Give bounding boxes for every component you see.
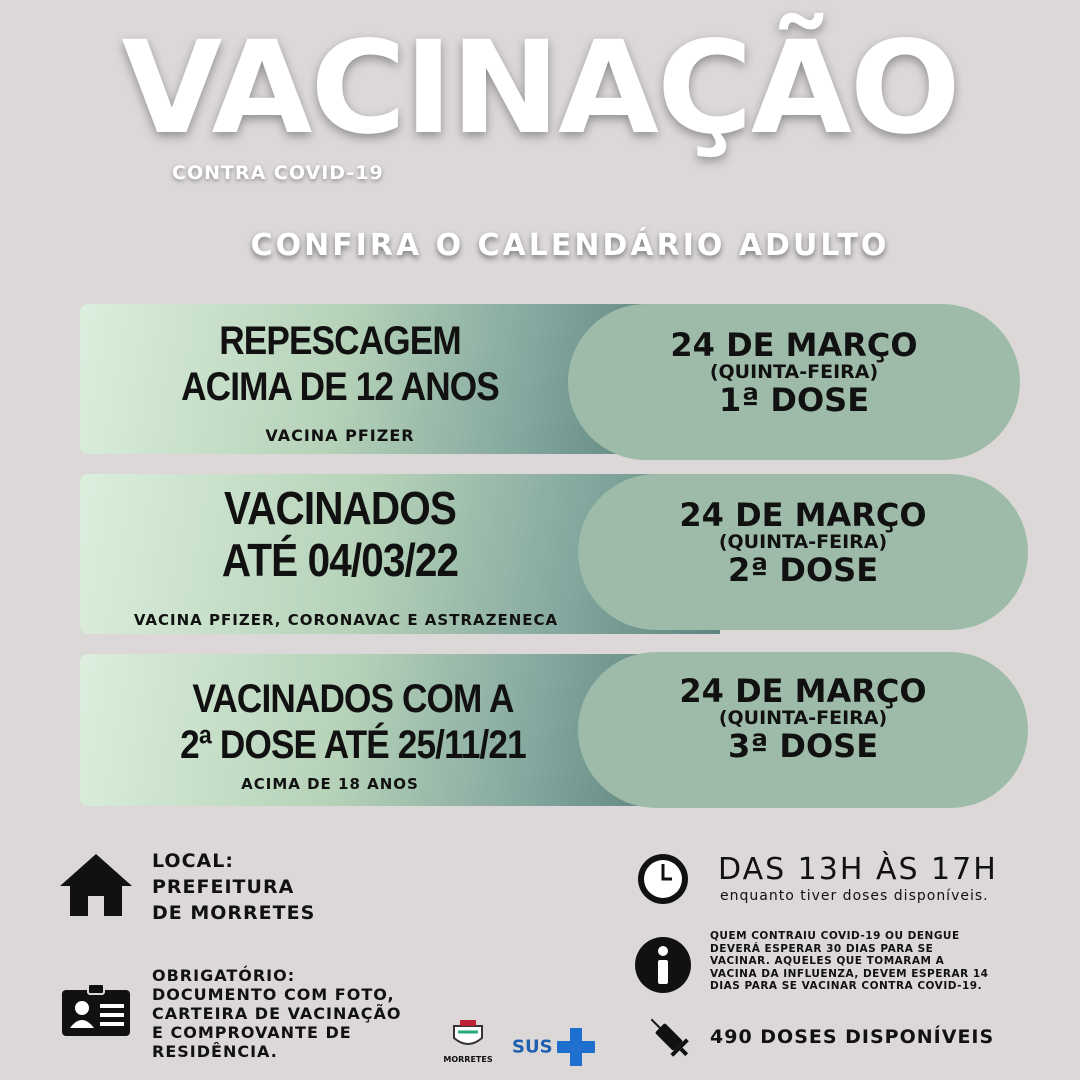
row-2-date: 24 DE MARÇO (679, 496, 927, 534)
row-1-date: 24 DE MARÇO (670, 326, 918, 364)
row-1-detail: VACINA PFIZER (265, 426, 415, 445)
row-3-date: 24 DE MARÇO (679, 672, 927, 710)
hours-note: enquanto tiver doses disponíveis. (720, 888, 989, 904)
row-3-date-pill (578, 652, 1028, 808)
id-card-icon (62, 984, 130, 1036)
subtitle: CONTRA COVID-19 (172, 162, 384, 184)
row-2-dose: 2ª DOSE (727, 551, 879, 589)
doses-available: 490 DOSES DISPONÍVEIS (710, 1026, 995, 1048)
page-title: VACINAÇÃO (121, 14, 959, 163)
morretes-logo: MORRETES (440, 1018, 496, 1064)
info-icon (634, 936, 692, 994)
row-1-weekday: (QUINTA-FEIRA) (709, 361, 879, 383)
syringe-icon (644, 1012, 694, 1062)
documents-text: OBRIGATÓRIO: DOCUMENTO COM FOTO, CARTEIRA DE VACINAÇÃO E COMPROVANTE DE RESIDÊNCIA. (152, 966, 402, 1061)
house-icon (58, 852, 134, 918)
row-3-weekday: (QUINTA-FEIRA) (718, 707, 888, 729)
sus-logo: SUS (512, 1028, 595, 1066)
row-3-detail: ACIMA DE 18 ANOS (241, 775, 419, 793)
row-1-heading: REPESCAGEM ACIMA DE 12 ANOS (181, 319, 499, 409)
location-text: LOCAL: PREFEITURA DE MORRETES (152, 850, 316, 924)
notice-text: QUEM CONTRAIU COVID-19 OU DENGUE DEVERÁ ESPERAR 30 DIAS PARA SE VACINAR. AQUELES QUE TOMARAM A VACINA DA INFLUENZA, DEVEM ESPERAR 14 DIAS PARA SE VACINAR CONTRA COVID-19. (710, 930, 989, 992)
row-2-weekday: (QUINTA-FEIRA) (718, 531, 888, 553)
hours-main: DAS 13H ÀS 17H (718, 852, 998, 887)
row-2-detail: VACINA PFIZER, CORONAVAC E ASTRAZENECA (133, 611, 559, 629)
row-3-dose: 3ª DOSE (727, 727, 879, 765)
clock-icon (636, 852, 690, 906)
sus-cross-icon (557, 1028, 595, 1066)
row-2-heading: VACINADOS ATÉ 04/03/22 (221, 482, 459, 586)
row-3-heading: VACINADOS COM A 2ª DOSE ATÉ 25/11/21 (180, 677, 526, 767)
morretes-crest-icon (450, 1018, 486, 1050)
row-1-dose: 1ª DOSE (718, 381, 870, 419)
row-1-date-pill (568, 304, 1020, 460)
row-2-date-pill (578, 474, 1028, 630)
calendar-heading: CONFIRA O CALENDÁRIO ADULTO (250, 228, 890, 263)
